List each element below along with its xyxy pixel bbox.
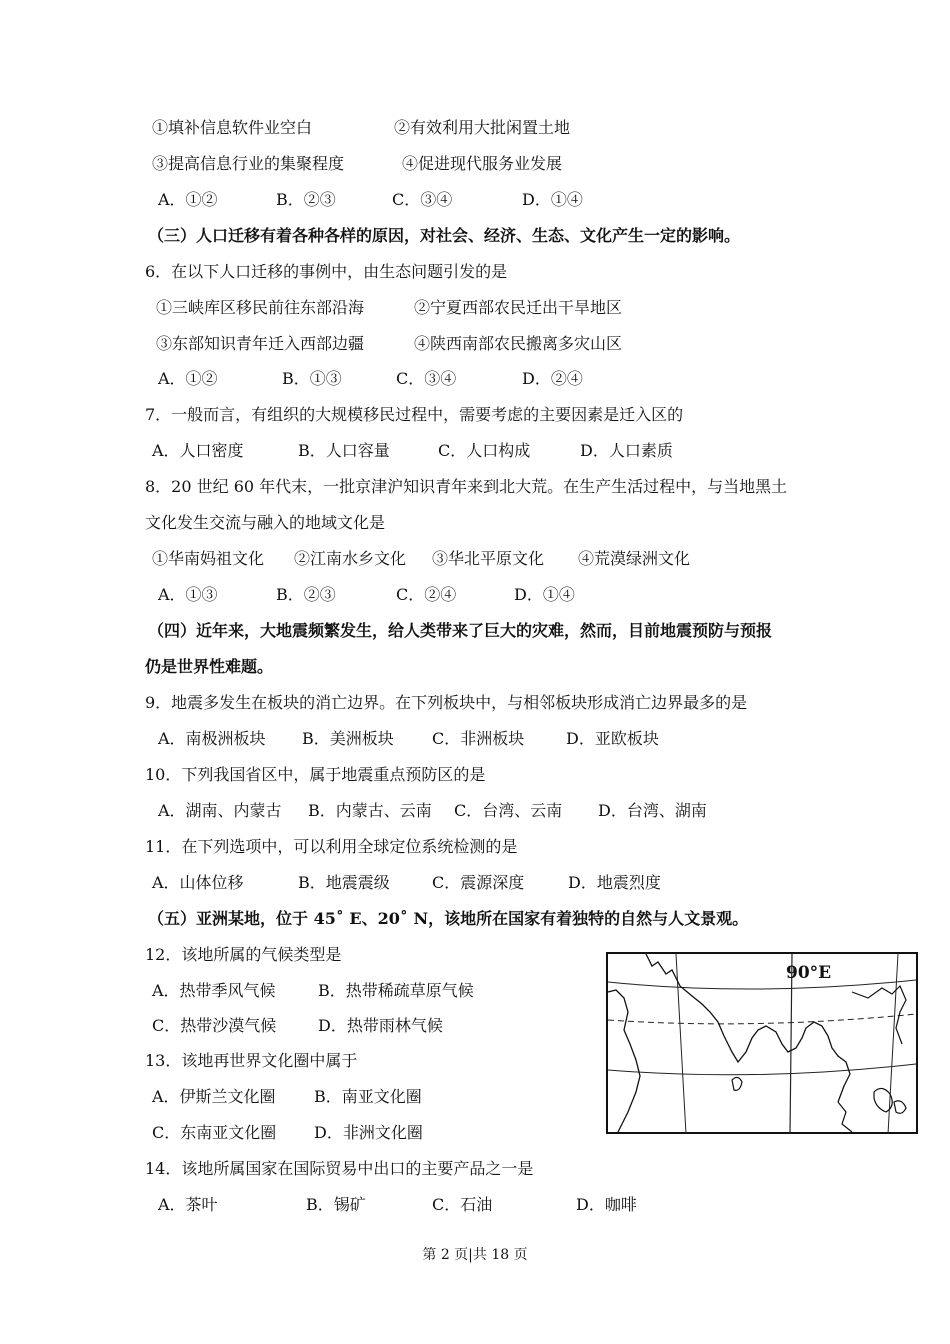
q11-stem: 11．在下列选项中，可以利用全球定位系统检测的是 <box>145 837 518 856</box>
q5-option-d: D．①④ <box>522 190 583 209</box>
q6-option-a: A．①② <box>158 369 218 388</box>
q9-option-c: C．非洲板块 <box>432 729 525 748</box>
q10-option-d: D．台湾、湖南 <box>598 801 707 820</box>
q8-option-a: A．①③ <box>158 585 218 604</box>
q5-option-c: C．③④ <box>392 190 453 209</box>
q14-option-b: B．锡矿 <box>306 1195 366 1214</box>
q9-stem: 9．地震多发生在板块的消亡边界。在下列板块中，与相邻板块形成消亡边界最多的是 <box>145 693 748 712</box>
q12-option-a: A．热带季风气候 <box>152 981 276 1000</box>
q13-option-d: D．非洲文化圈 <box>314 1123 423 1142</box>
q12-option-d: D．热带雨林气候 <box>318 1016 443 1035</box>
q6-item-1: ①三峡库区移民前往东部沿海 <box>156 298 365 317</box>
q5-item-1: ①填补信息软件业空白 <box>152 118 313 137</box>
q8-option-b: B．②③ <box>276 585 336 604</box>
q10-stem: 10．下列我国省区中，属于地震重点预防区的是 <box>145 765 486 784</box>
q6-item-2: ②宁夏西部农民迁出干旱地区 <box>414 298 623 317</box>
q14-option-c: C．石油 <box>432 1195 493 1214</box>
q11-option-c: C．震源深度 <box>432 873 525 892</box>
q11-option-d: D．地震烈度 <box>568 873 661 892</box>
q12-option-c: C．热带沙漠气候 <box>152 1016 277 1035</box>
q11-option-b: B．地震震级 <box>298 873 390 892</box>
section-4-heading-line-2: 仍是世界性难题。 <box>145 657 274 676</box>
q8-option-c: C．②④ <box>396 585 457 604</box>
q6-option-c: C．③④ <box>396 369 457 388</box>
page-footer: 第 2 页|共 18 页 <box>422 1247 528 1263</box>
q5-option-b: B．②③ <box>276 190 336 209</box>
q9-option-a: A．南极洲板块 <box>158 729 266 748</box>
section-4-heading-line-1: （四）近年来，大地震频繁发生，给人类带来了巨大的灾难，然而，目前地震预防与预报 <box>148 621 773 640</box>
q6-item-4: ④陕西南部农民搬离多灾山区 <box>414 334 623 353</box>
q9-option-b: B．美洲板块 <box>302 729 394 748</box>
q5-item-3: ③提高信息行业的集聚程度 <box>152 154 345 173</box>
q9-option-d: D．亚欧板块 <box>566 729 659 748</box>
q12-stem: 12．该地所属的气候类型是 <box>145 945 342 964</box>
q11-option-a: A．山体位移 <box>152 873 244 892</box>
q8-stem-line-1: 8．20 世纪 60 年代末，一批京津沪知识青年来到北大荒。在生产生活过程中，与当地黑土 <box>145 477 788 496</box>
q14-option-a: A．茶叶 <box>158 1195 218 1214</box>
q7-option-c: C．人口构成 <box>438 441 531 460</box>
q7-stem: 7．一般而言，有组织的大规模移民过程中，需要考虑的主要因素是迁入区的 <box>145 405 684 424</box>
q8-item-2: ②江南水乡文化 <box>294 549 407 568</box>
section-3-heading: （三）人口迁移有着各种各样的原因，对社会、经济、生态、文化产生一定的影响。 <box>148 226 741 245</box>
q6-stem: 6．在以下人口迁移的事例中，由生态问题引发的是 <box>145 262 508 281</box>
section-5-heading: （五）亚洲某地，位于 45˚ E、20˚ N，该地所在国家有着独特的自然与人文景观。 <box>148 909 749 928</box>
q8-item-1: ①华南妈祖文化 <box>152 549 265 568</box>
map-frame <box>607 953 917 1133</box>
q7-option-b: B．人口容量 <box>298 441 390 460</box>
q12-option-b: B．热带稀疏草原气候 <box>318 981 474 1000</box>
q8-item-3: ③华北平原文化 <box>432 549 545 568</box>
q13-option-c: C．东南亚文化圈 <box>152 1123 277 1142</box>
q8-item-4: ④荒漠绿洲文化 <box>578 549 691 568</box>
q13-stem: 13．该地再世界文化圈中属于 <box>145 1051 358 1070</box>
q8-stem-line-2: 文化发生交流与融入的地域文化是 <box>145 513 386 532</box>
q10-option-a: A．湖南、内蒙古 <box>158 801 282 820</box>
q14-stem: 14．该地所属国家在国际贸易中出口的主要产品之一是 <box>145 1159 534 1178</box>
q10-option-c: C．台湾、云南 <box>454 801 563 820</box>
q13-option-a: A．伊斯兰文化圈 <box>152 1087 276 1106</box>
map-longitude-label: 90°E <box>786 963 832 983</box>
q6-item-3: ③东部知识青年迁入西部边疆 <box>156 334 365 353</box>
q10-option-b: B．内蒙古、云南 <box>308 801 432 820</box>
q7-option-d: D．人口素质 <box>580 441 673 460</box>
q8-option-d: D．①④ <box>514 585 575 604</box>
q6-option-b: B．①③ <box>282 369 342 388</box>
q6-option-d: D．②④ <box>522 369 583 388</box>
q13-option-b: B．南亚文化圈 <box>314 1087 422 1106</box>
q7-option-a: A．人口密度 <box>152 441 244 460</box>
q5-item-2: ②有效利用大批闲置土地 <box>394 118 571 137</box>
south-asia-map <box>606 952 918 1134</box>
q5-option-a: A．①② <box>158 190 218 209</box>
q5-item-4: ④促进现代服务业发展 <box>402 154 563 173</box>
q14-option-d: D．咖啡 <box>576 1195 637 1214</box>
